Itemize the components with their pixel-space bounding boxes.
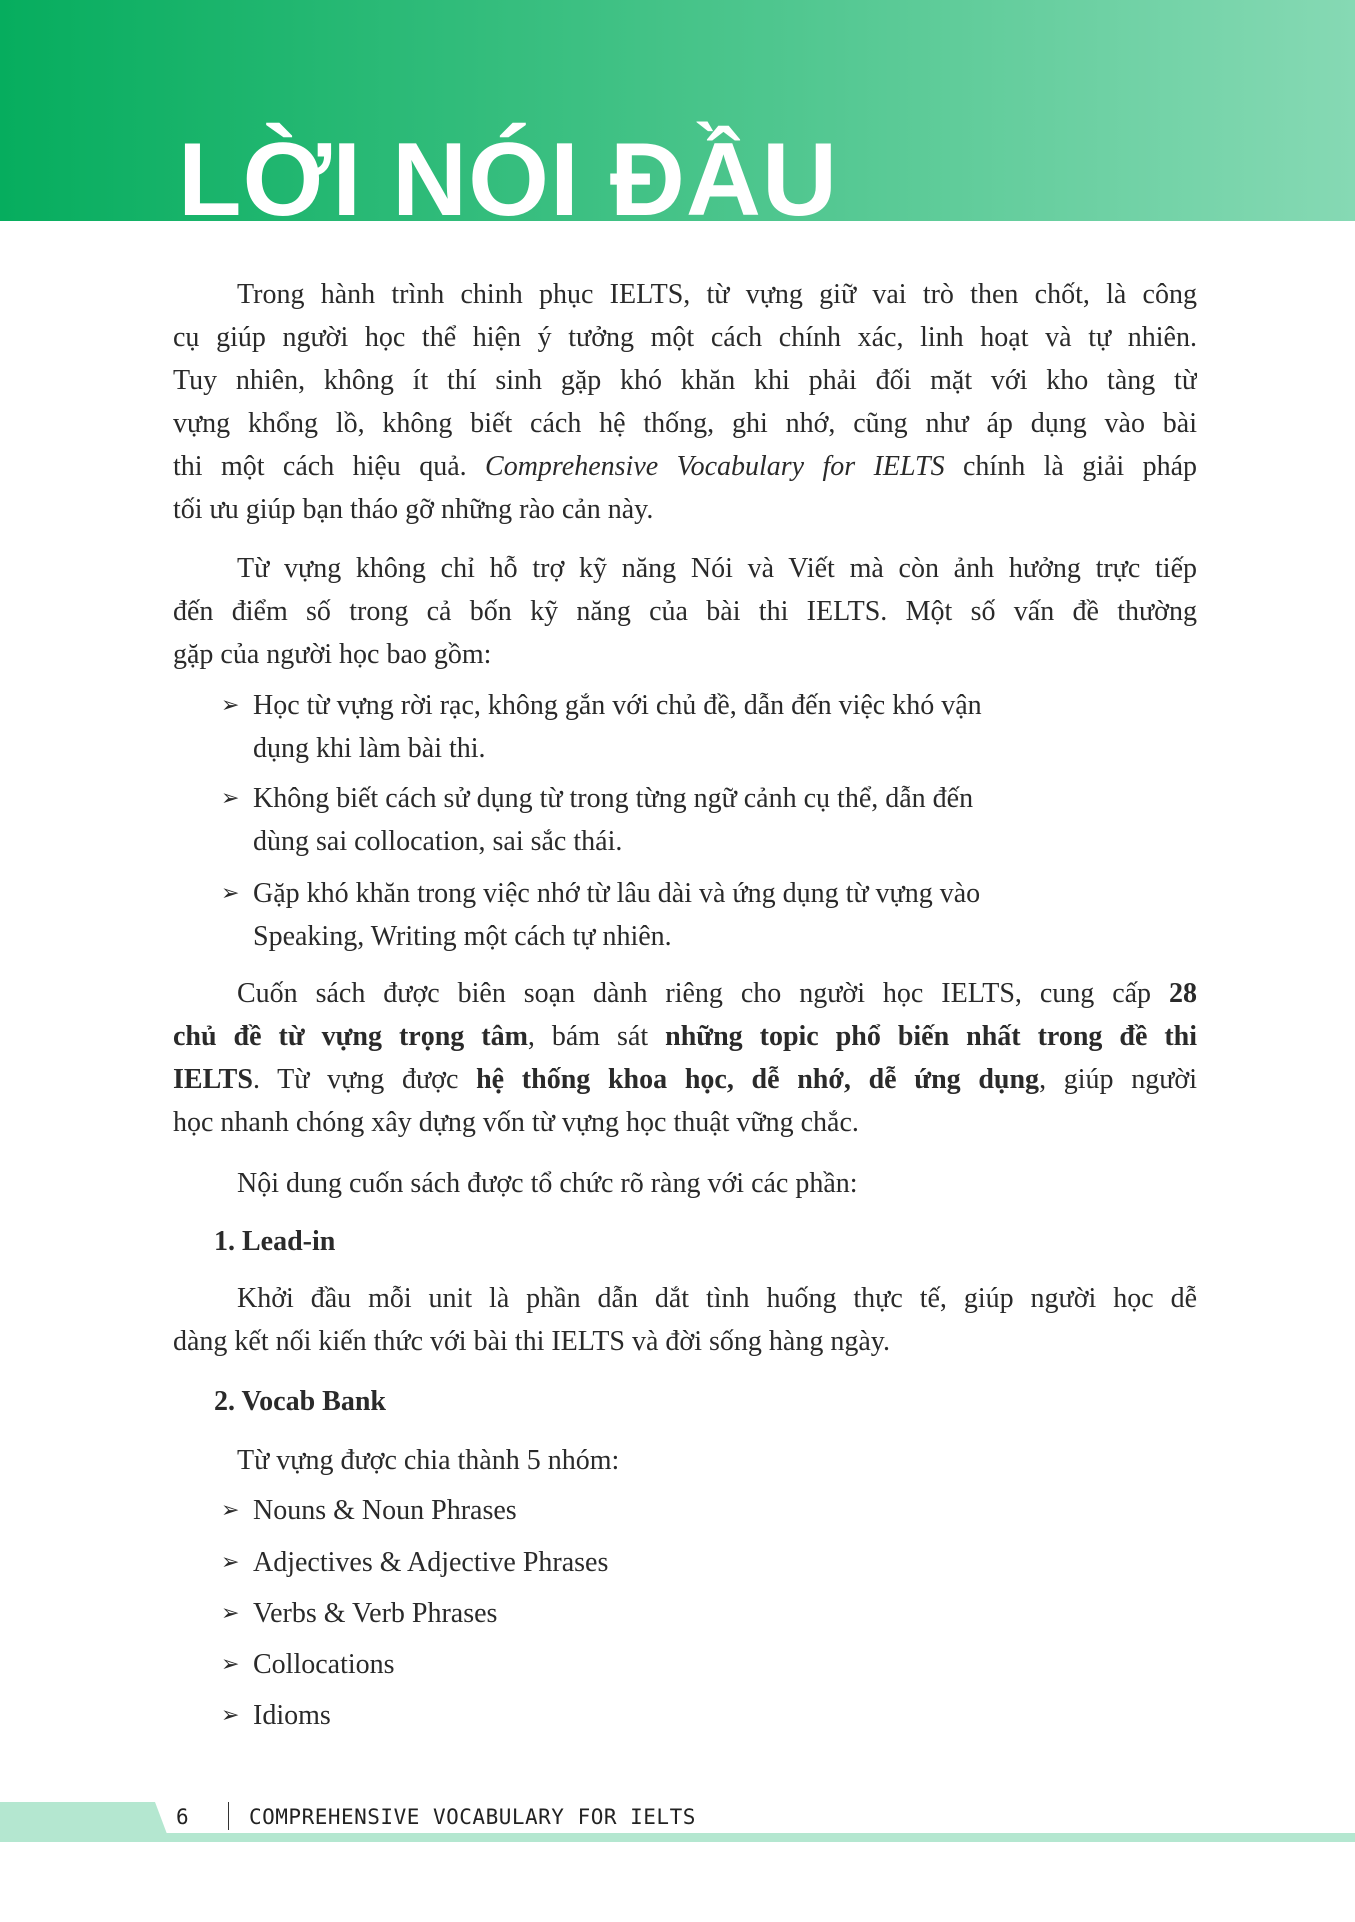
footer-band (0, 1833, 1355, 1842)
chapter-title: LỜI NÓI ĐẦU (178, 122, 839, 221)
vocab-group-item (223, 1592, 1163, 1635)
arrow-bullet-icon: ➢ (221, 881, 240, 906)
book-title-italic: Comprehensive Vocabulary for IELTS (485, 451, 945, 482)
text-line (173, 972, 1197, 1015)
paragraph-contents-intro (173, 1162, 1197, 1205)
text-run: , giúp người (1039, 1064, 1197, 1095)
text-line (173, 1058, 1197, 1101)
bold-run: chủ đề từ vựng trọng tâm (173, 1021, 528, 1052)
text-line: Idioms (253, 1700, 331, 1731)
text-line: Collocations (253, 1649, 395, 1680)
text-line: Khởi đầu mỗi unit là phần dẫn dắt tình huống thực tế, giúp người học dễ (237, 1283, 1197, 1314)
text-line (173, 1015, 1197, 1058)
text-line: Nouns & Noun Phrases (253, 1495, 517, 1526)
text-run: , bám sát (527, 1021, 666, 1052)
paragraph-vocab-bank (173, 1439, 1197, 1482)
text-line: Verbs & Verb Phrases (253, 1598, 498, 1629)
paragraph-book-overview (173, 972, 1197, 1144)
arrow-bullet-icon: ➢ (221, 1703, 240, 1728)
page-number: 6 (176, 1805, 189, 1829)
text-line: dàng kết nối kiến thức với bài thi IELTS và đời sống hàng ngày. (173, 1326, 890, 1357)
text-line: dùng sai collocation, sai sắc thái. (253, 826, 623, 857)
text-line: Từ vựng được chia thành 5 nhóm: (237, 1445, 620, 1476)
text-line: Học từ vựng rời rạc, không gắn với chủ đề, dẫn đến việc khó vận (253, 690, 982, 721)
section-heading-vocab-bank: 2. Vocab Bank (214, 1386, 386, 1417)
text-line: đến điểm số trong cả bốn kỹ năng của bài thi IELTS. Một số vấn đề thường (173, 596, 1197, 627)
bullet-item (223, 777, 1163, 863)
text-line: dụng khi làm bài thi. (253, 733, 486, 764)
vocab-group-item (223, 1694, 1163, 1737)
vocab-group-item (223, 1541, 1163, 1584)
text-line: Nội dung cuốn sách được tổ chức rõ ràng với các phần: (237, 1168, 858, 1199)
text-run: thi một cách hiệu quả. (173, 451, 486, 482)
footer-tab (0, 1802, 170, 1842)
text-line: Không biết cách sử dụng từ trong từng ngữ cảnh cụ thể, dẫn đến (253, 783, 974, 814)
text-run: Cuốn sách được biên soạn dành riêng cho người học IELTS, cung cấp (237, 978, 1169, 1009)
bold-run: 28 (1169, 978, 1197, 1009)
text-line: vựng khổng lồ, không biết cách hệ thống, ghi nhớ, cũng như áp dụng vào bài (173, 408, 1197, 439)
text-line: Speaking, Writing một cách tự nhiên. (253, 921, 672, 952)
arrow-bullet-icon: ➢ (221, 1652, 240, 1677)
chapter-header-banner (0, 0, 1355, 221)
arrow-bullet-icon: ➢ (221, 786, 240, 811)
text-line: học nhanh chóng xây dựng vốn từ vựng học thuật vững chắc. (173, 1107, 859, 1138)
paragraph-intro (173, 273, 1197, 531)
text-line: Trong hành trình chinh phục IELTS, từ vựng giữ vai trò then chốt, là công (237, 279, 1197, 310)
bullet-item (223, 872, 1163, 958)
arrow-bullet-icon: ➢ (221, 693, 240, 718)
text-line: tối ưu giúp bạn tháo gỡ những rào cản này. (173, 494, 654, 525)
text-line: Adjectives & Adjective Phrases (253, 1547, 609, 1578)
text-line: cụ giúp người học thể hiện ý tưởng một cách chính xác, linh hoạt và tự nhiên. (173, 322, 1197, 353)
vocab-group-item (223, 1643, 1163, 1686)
text-line: Từ vựng không chỉ hỗ trợ kỹ năng Nói và Viết mà còn ảnh hưởng trực tiếp (237, 553, 1197, 584)
section-heading-lead-in: 1. Lead-in (214, 1226, 336, 1257)
arrow-bullet-icon: ➢ (221, 1601, 240, 1626)
footer-divider (228, 1802, 229, 1830)
arrow-bullet-icon: ➢ (221, 1550, 240, 1575)
paragraph-lead-in (173, 1277, 1197, 1363)
text-line (173, 445, 1197, 488)
text-line: gặp của người học bao gồm: (173, 639, 492, 670)
arrow-bullet-icon: ➢ (221, 1498, 240, 1523)
bold-run: những topic phổ biến nhất trong đề thi (665, 1021, 1197, 1052)
footer-book-title: COMPREHENSIVE VOCABULARY FOR IELTS (249, 1805, 696, 1829)
text-run: chính là giải pháp (944, 451, 1197, 482)
paragraph-problems (173, 547, 1197, 676)
bullet-item (223, 684, 1163, 770)
text-line: Tuy nhiên, không ít thí sinh gặp khó khăn khi phải đối mặt với kho tàng từ (173, 365, 1197, 396)
bold-run: IELTS (173, 1064, 253, 1095)
bold-run: hệ thống khoa học, dễ nhớ, dễ ứng dụng (476, 1064, 1040, 1095)
text-run: . Từ vựng được (252, 1064, 477, 1095)
vocab-group-item (223, 1489, 1163, 1532)
text-line: Gặp khó khăn trong việc nhớ từ lâu dài và ứng dụng từ vựng vào (253, 878, 981, 909)
